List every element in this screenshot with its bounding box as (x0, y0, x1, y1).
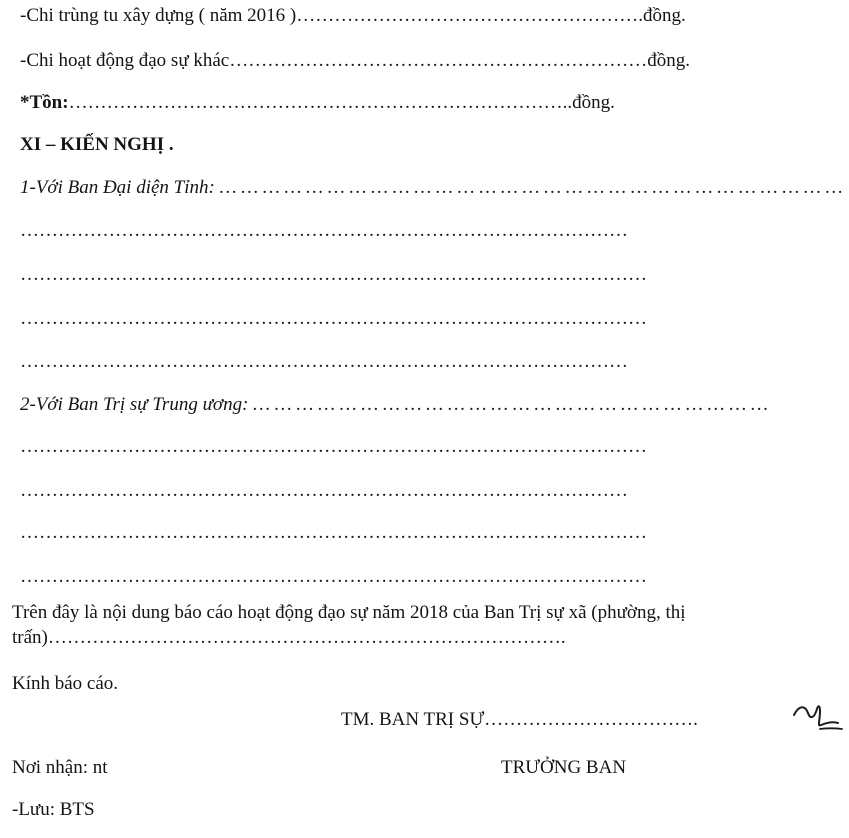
expense-renovation-line: -Chi trùng tu xây dựng ( năm 2016 )……………………………………………….đồng. (20, 5, 686, 26)
province-recommendation-line (20, 178, 843, 197)
province-blank-line-2: ……………………………………………………………………………………… (20, 264, 647, 285)
balance-rest: ……………………………………………………………………..đồng. (68, 92, 615, 113)
balance-label: *Tồn: (20, 92, 69, 113)
respect-closing: Kính báo cáo. (12, 673, 119, 694)
recipient-line: Nơi nhận: nt (12, 757, 108, 778)
central-blank-line-1: ……………………………………………………………………………………… (20, 436, 647, 457)
central-blank-line-4: ……………………………………………………………………………………… (20, 566, 647, 587)
balance-line (20, 93, 615, 112)
summary-line-2: trấn)………………………………………………………………………. (12, 627, 566, 648)
signature-org: TM. BAN TRỊ SỰ……………………………. (341, 709, 698, 730)
province-blank-line-1: …………………………………………………………………………………… (20, 220, 628, 241)
central-blank-line-2: …………………………………………………………………………………… (20, 480, 628, 501)
province-dots: … … … … … … … … … … … … … … … … … … … … … … … … … … … … … (214, 177, 843, 198)
province-label: 1-Với Ban Đại diện Tỉnh: (20, 177, 215, 198)
province-blank-line-4: …………………………………………………………………………………… (20, 351, 628, 372)
archive-line: -Lưu: BTS (12, 799, 95, 820)
central-recommendation-line (20, 395, 768, 414)
handwritten-signature (790, 697, 844, 737)
province-blank-line-3: ……………………………………………………………………………………… (20, 308, 647, 329)
summary-line-1: Trên đây là nội dung báo cáo hoạt động đạo sự năm 2018 của Ban Trị sự xã (phường, thị (12, 602, 686, 623)
section-title: XI – KIẾN NGHỊ . (20, 134, 174, 155)
central-blank-line-3: ……………………………………………………………………………………… (20, 522, 647, 543)
expense-other-line: -Chi hoạt động đạo sự khác…………………………………………………………đồng. (20, 50, 690, 71)
central-dots: … … … … … … … … … … … … … … … … … … … … … … … … (248, 394, 768, 415)
signature-title: TRƯỞNG BAN (501, 757, 627, 778)
central-label: 2-Với Ban Trị sự Trung ương: (20, 394, 249, 415)
